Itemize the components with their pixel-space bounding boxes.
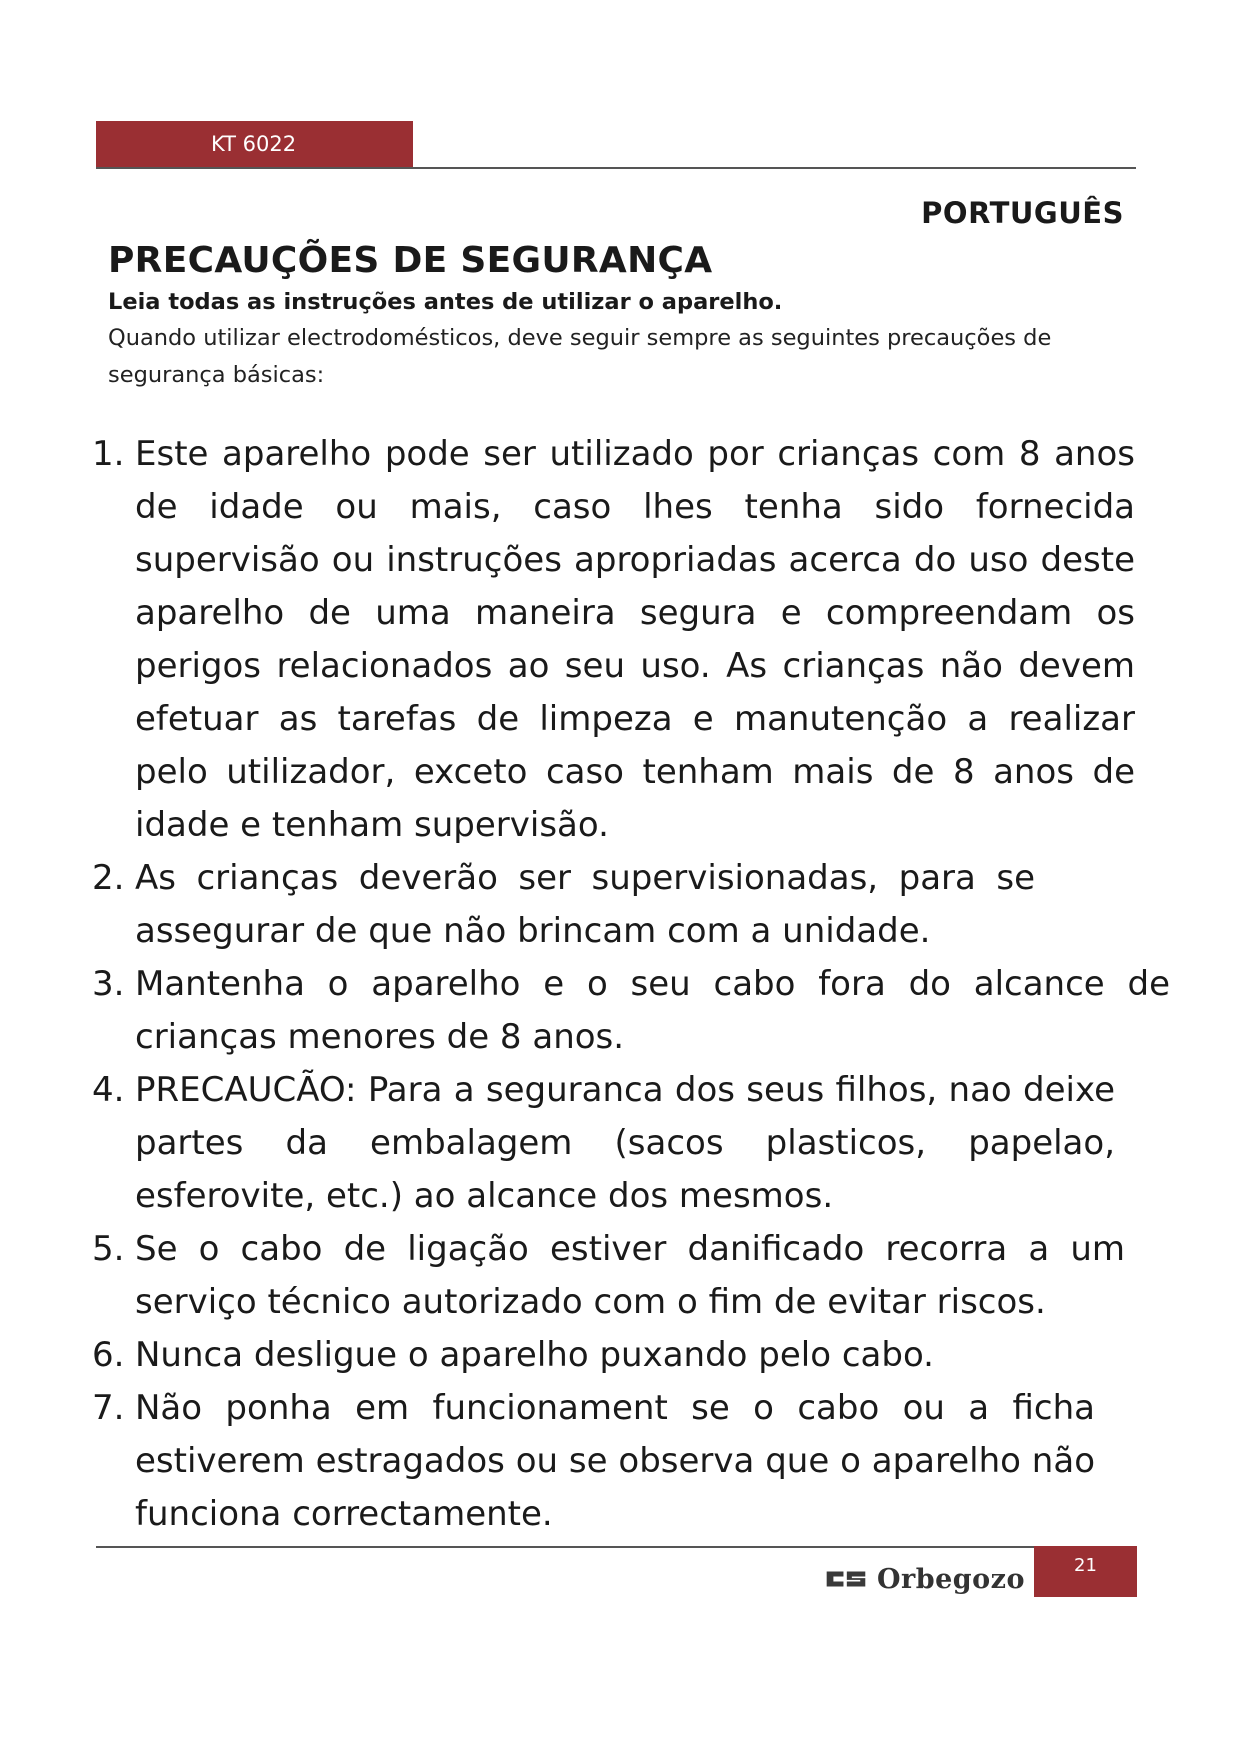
safety-list xyxy=(92,428,1172,1541)
brand-mark-icon xyxy=(825,1566,867,1592)
header-divider xyxy=(96,167,1136,169)
list-number: 3. xyxy=(92,964,125,1004)
intro-paragraph: Quando utilizar electrodomésticos, deve seguir sempre as seguintes precauções de segurança básicas: xyxy=(108,325,1052,388)
brand-logo xyxy=(825,1557,1025,1601)
section-subtitle: Leia todas as instruções antes de utilizar o aparelho. xyxy=(108,289,783,315)
language-label: PORTUGUÊS xyxy=(921,196,1124,230)
list-item xyxy=(92,1223,1172,1329)
list-text: Este aparelho pode ser utilizado por crianças com 8 anos de idade ou mais, caso lhes tenha sido fornecida supervisão ou instruções apropriadas acerca do uso deste aparelho de uma maneira segura e compreendam os perigos relacionados ao seu uso. As crianças não devem efetuar as tarefas de limpeza e manutenção a realizar pelo utilizador, exceto caso tenham mais de 8 anos de idade e tenham supervisão. xyxy=(135,434,1135,845)
list-text: Mantenha o aparelho e o seu cabo fora do alcance de crianças menores de 8 anos. xyxy=(135,964,1170,1057)
list-item xyxy=(92,958,1172,1064)
list-item xyxy=(92,1064,1172,1223)
page-title: PRECAUÇÕES DE SEGURANÇA xyxy=(108,240,713,281)
list-text: As crianças deverão ser supervisionadas, para se assegurar de que não brincam com a unidade. xyxy=(135,858,1035,951)
list-number: 7. xyxy=(92,1388,125,1428)
list-number: 1. xyxy=(92,434,125,474)
list-text: Nunca desligue o aparelho puxando pelo cabo. xyxy=(135,1335,934,1375)
list-item xyxy=(92,1382,1172,1541)
page-number: 21 xyxy=(1074,1555,1097,1576)
list-text: PRECAUCÃO: Para a seguranca dos seus filhos, nao deixe partes da embalagem (sacos plasticos, papelao, esferovite, etc.) ao alcance dos mesmos. xyxy=(135,1070,1115,1216)
page-number-box xyxy=(1034,1546,1137,1597)
list-number: 5. xyxy=(92,1229,125,1269)
list-item xyxy=(92,428,1172,852)
list-text: Não ponha em funcionament se o cabo ou a ficha estiverem estragados ou se observa que o aparelho não funciona correctamente. xyxy=(135,1388,1095,1534)
list-item xyxy=(92,1329,1172,1382)
brand-name: Orbegozo xyxy=(876,1563,1025,1595)
list-item xyxy=(92,852,1172,958)
model-tab xyxy=(96,121,413,168)
list-number: 4. xyxy=(92,1070,125,1110)
list-text: Se o cabo de ligação estiver danificado recorra a um serviço técnico autorizado com o fim de evitar riscos. xyxy=(135,1229,1125,1322)
list-number: 6. xyxy=(92,1335,125,1375)
model-label: KT 6022 xyxy=(211,132,297,156)
footer-divider xyxy=(96,1546,1136,1548)
list-number: 2. xyxy=(92,858,125,898)
